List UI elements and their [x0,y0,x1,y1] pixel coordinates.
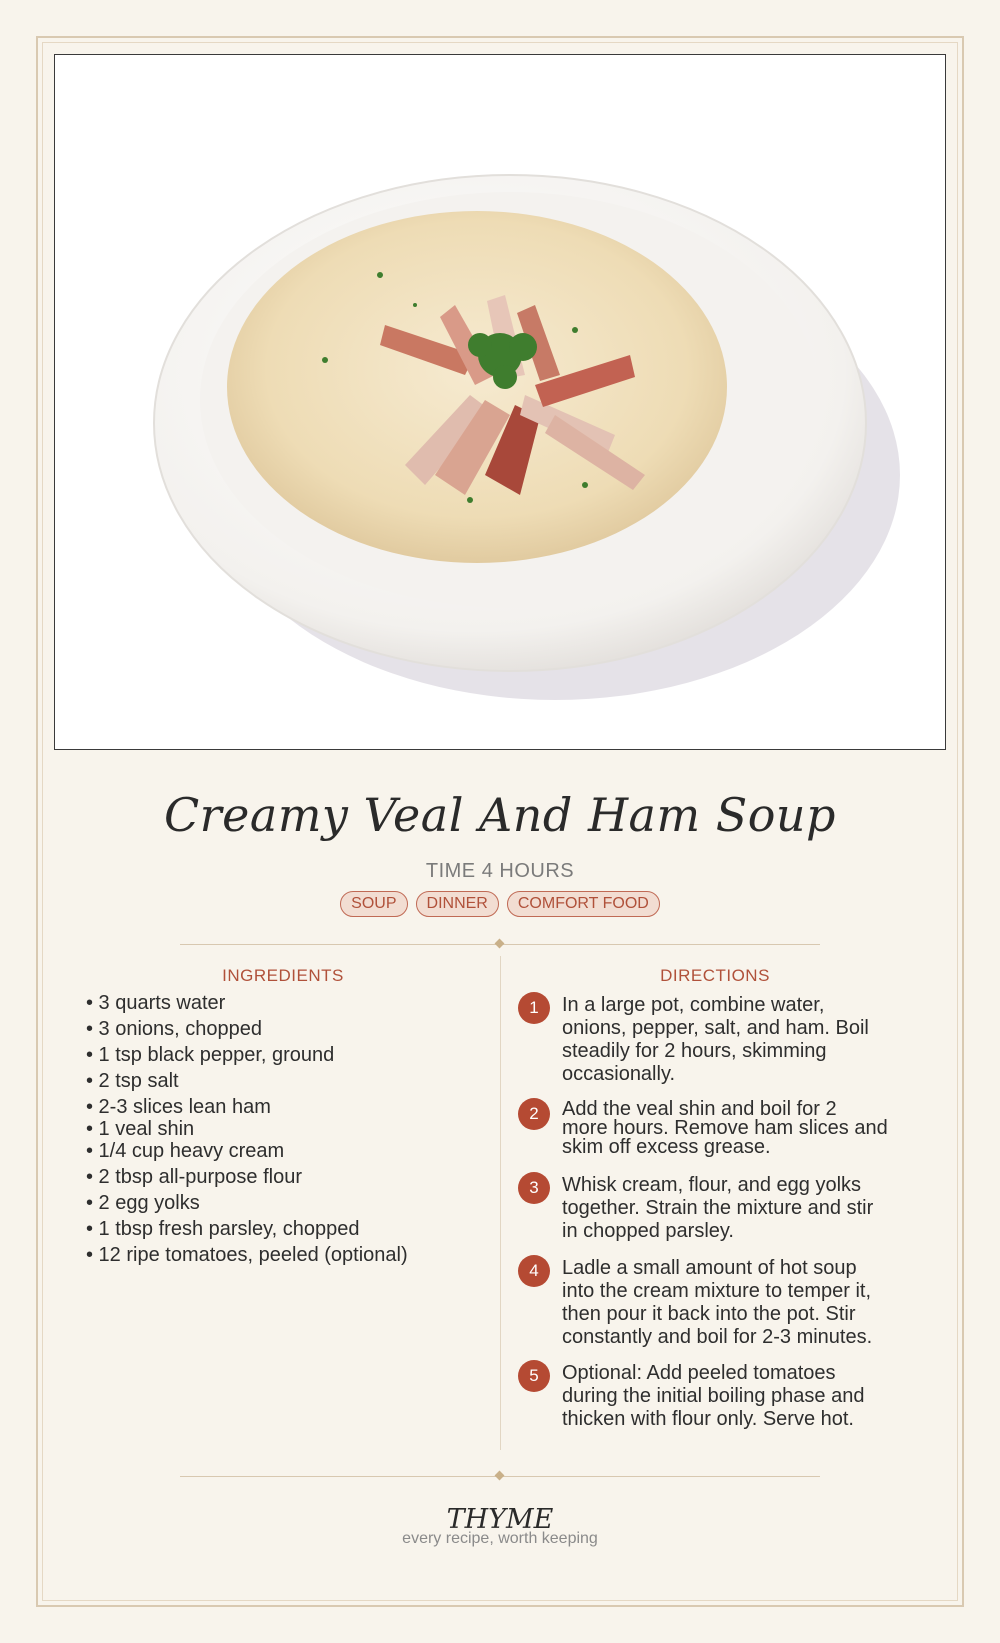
step-number: 4 [518,1255,550,1287]
tag-soup[interactable]: SOUP [340,891,407,917]
ingredient-item: • 2 tsp salt [86,1070,179,1092]
step-line: together. Strain the mixture and stir [562,1197,874,1219]
step-text [562,1362,922,1431]
step-number: 3 [518,1172,550,1204]
step-line: occasionally. [562,1063,676,1085]
ingredient-item: • 3 onions, chopped [86,1018,263,1040]
step-number: 2 [518,1098,550,1130]
step-line: in chopped parsley. [562,1220,734,1242]
tag-list [0,891,1000,917]
ingredients-heading: INGREDIENTS [222,966,344,985]
step-line: then pour it back into the pot. Stir [562,1303,856,1325]
step-line: Optional: Add peeled tomatoes [562,1362,836,1384]
recipe-time: TIME 4 HOURS [425,860,575,882]
step-text [562,1174,922,1243]
step-text [562,1257,922,1349]
step-text [562,1100,922,1157]
step-line: In a large pot, combine water, [562,994,825,1016]
step-line: onions, pepper, salt, and ham. Boil [562,1017,869,1039]
brand-name: THYME [446,1504,554,1535]
ingredient-item: • 1/4 cup heavy cream [86,1140,285,1162]
step-line: Add the veal shin and boil for 2 [562,1098,837,1120]
soup-illustration [55,55,945,749]
step-line: Whisk cream, flour, and egg yolks [562,1174,862,1196]
ingredient-item: • 2 tbsp all-purpose flour [86,1166,303,1188]
step-line: Ladle a small amount of hot soup [562,1257,857,1279]
ingredient-item: • 2 egg yolks [86,1192,200,1214]
step-line: skim off excess grease. [562,1136,771,1158]
step-line: thicken with flour only. Serve hot. [562,1408,854,1430]
ingredient-item: • 3 quarts water [86,992,226,1014]
step-line: into the cream mixture to temper it, [562,1280,872,1302]
tag-comfort-food[interactable]: COMFORT FOOD [507,891,660,917]
directions-heading: DIRECTIONS [660,966,770,985]
ingredient-item: • 1 tsp black pepper, ground [86,1044,335,1066]
ingredient-item: • 12 ripe tomatoes, peeled (optional) [86,1244,408,1266]
column-separator [500,956,501,1450]
step-number: 1 [518,992,550,1024]
tag-dinner[interactable]: DINNER [416,891,499,917]
step-line: during the initial boiling phase and [562,1385,865,1407]
recipe-photo [54,54,946,750]
recipe-title: Creamy Veal And Ham Soup [163,788,836,842]
ingredient-item: • 1 tbsp fresh parsley, chopped [86,1218,360,1240]
brand-tagline: every recipe, worth keeping [402,1530,598,1547]
step-number: 5 [518,1360,550,1392]
step-text [562,994,922,1086]
step-line: more hours. Remove ham slices and [562,1117,888,1139]
ingredient-item: • 1 veal shin [86,1118,195,1140]
ingredient-item: • 2-3 slices lean ham [86,1096,271,1118]
step-line: steadily for 2 hours, skimming [562,1040,827,1062]
step-line: constantly and boil for 2-3 minutes. [562,1326,873,1348]
